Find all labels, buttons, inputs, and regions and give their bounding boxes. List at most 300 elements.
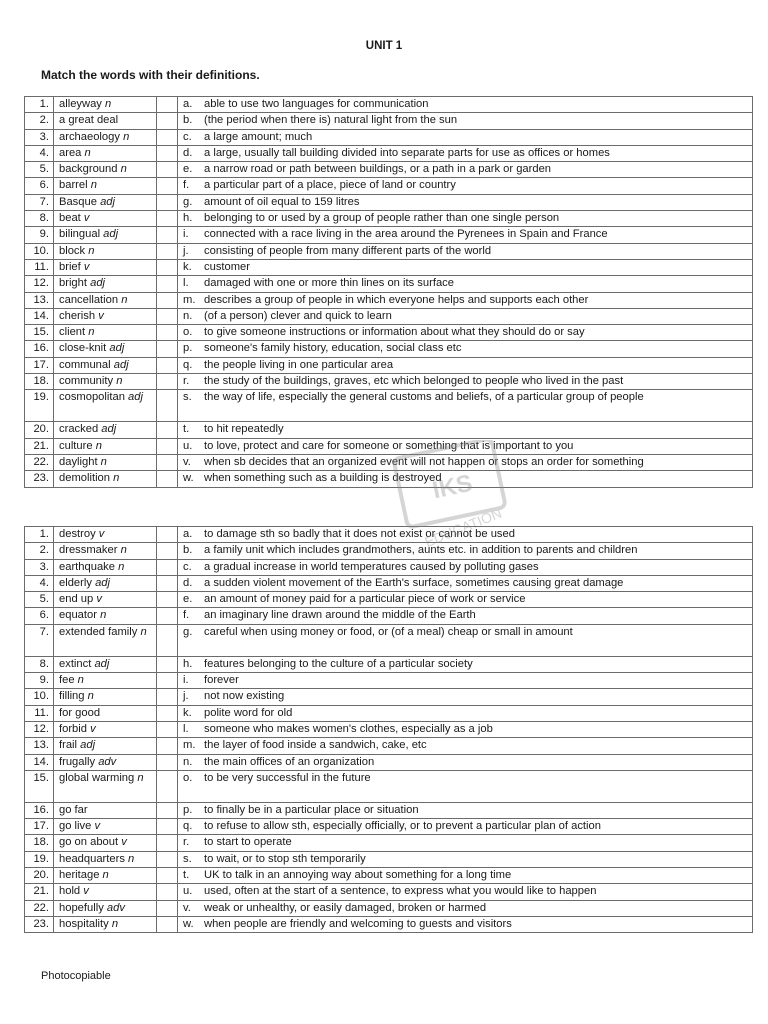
answer-box[interactable] bbox=[157, 113, 178, 129]
unit-title: UNIT 1 bbox=[365, 40, 403, 52]
table-row bbox=[25, 721, 753, 737]
part-of-speech: n bbox=[90, 179, 97, 192]
vocab-word-text: a great deal bbox=[59, 114, 119, 127]
answer-box[interactable] bbox=[157, 802, 178, 818]
answer-box[interactable] bbox=[157, 900, 178, 916]
part-of-speech: adj bbox=[90, 277, 106, 290]
vocab-word-text: elderly bbox=[59, 576, 92, 589]
vocab-word bbox=[54, 97, 157, 113]
vocab-word bbox=[54, 673, 157, 689]
part-of-speech: v bbox=[83, 212, 90, 225]
item-number: 16. bbox=[25, 802, 54, 818]
answer-box[interactable] bbox=[157, 575, 178, 591]
definition-letter: o. bbox=[183, 771, 193, 784]
part-of-speech: adj bbox=[80, 739, 96, 752]
definition bbox=[178, 438, 753, 454]
item-number: 9. bbox=[25, 227, 54, 243]
vocab-word-text: block bbox=[59, 244, 86, 257]
definition-text: amount of oil equal to 159 litres bbox=[204, 195, 360, 208]
vocab-word-text: hopefully bbox=[59, 901, 104, 914]
definition-letter: p. bbox=[183, 342, 193, 355]
vocab-word-text: close-knit bbox=[59, 342, 107, 355]
vocab-word bbox=[54, 276, 157, 292]
definition-letter: b. bbox=[183, 114, 193, 127]
table-row bbox=[25, 227, 753, 243]
definition-letter: c. bbox=[183, 130, 192, 143]
vocab-word-text: equator bbox=[59, 609, 97, 622]
part-of-speech: v bbox=[83, 260, 90, 273]
definition-letter: t. bbox=[183, 869, 190, 882]
definition bbox=[178, 705, 753, 721]
table-row bbox=[25, 471, 753, 487]
vocab-word bbox=[54, 113, 157, 129]
item-number: 21. bbox=[25, 438, 54, 454]
table-row bbox=[25, 689, 753, 705]
definition-letter: g. bbox=[183, 195, 193, 208]
vocab-word bbox=[54, 624, 157, 656]
definition-text: describes a group of people in which everyone helps and supports each other bbox=[204, 293, 589, 306]
definition bbox=[178, 543, 753, 559]
definition-text: when people are friendly and welcoming to guests and visitors bbox=[204, 917, 512, 930]
definition-letter: q. bbox=[183, 820, 193, 833]
definition-letter: u. bbox=[183, 885, 193, 898]
item-number: 15. bbox=[25, 325, 54, 341]
vocab-word-text: fee bbox=[59, 674, 75, 687]
answer-box[interactable] bbox=[157, 656, 178, 672]
table-row bbox=[25, 113, 753, 129]
definition-text: forever bbox=[204, 674, 239, 687]
part-of-speech: adj bbox=[94, 657, 110, 670]
answer-box[interactable] bbox=[157, 243, 178, 259]
definition-text: a narrow road or path between buildings, or a path in a park or garden bbox=[204, 163, 552, 176]
vocab-word-text: demolition bbox=[59, 472, 110, 485]
definition-letter: g. bbox=[183, 625, 193, 638]
item-number: 3. bbox=[25, 129, 54, 145]
vocab-word-text: daylight bbox=[59, 455, 98, 468]
part-of-speech: adj bbox=[109, 342, 125, 355]
part-of-speech: adv bbox=[106, 901, 125, 914]
vocab-word bbox=[54, 178, 157, 194]
definition-text: a family unit which includes grandmothers, aunts etc. in addition to parents and children bbox=[204, 544, 638, 557]
definition bbox=[178, 390, 753, 422]
table-row bbox=[25, 341, 753, 357]
part-of-speech: n bbox=[95, 439, 102, 452]
part-of-speech: adj bbox=[95, 576, 111, 589]
table-row bbox=[25, 916, 753, 932]
definition bbox=[178, 325, 753, 341]
vocab-word-text: heritage bbox=[59, 869, 100, 882]
answer-box[interactable] bbox=[157, 624, 178, 656]
definition-letter: h. bbox=[183, 657, 193, 670]
vocab-word bbox=[54, 422, 157, 438]
definition bbox=[178, 194, 753, 210]
answer-box[interactable] bbox=[157, 543, 178, 559]
part-of-speech: adj bbox=[103, 228, 119, 241]
table-row bbox=[25, 308, 753, 324]
table-row bbox=[25, 770, 753, 802]
vocab-word-text: headquarters bbox=[59, 852, 125, 865]
vocab-word bbox=[54, 916, 157, 932]
vocab-word-text: communal bbox=[59, 358, 111, 371]
definition-text: customer bbox=[204, 260, 251, 273]
vocab-word-text: go on about bbox=[59, 836, 119, 849]
definition-text: (the period when there is) natural light from the sun bbox=[204, 114, 458, 127]
answer-box[interactable] bbox=[157, 916, 178, 932]
vocab-word-text: cosmopolitan bbox=[59, 391, 125, 404]
definition bbox=[178, 851, 753, 867]
part-of-speech: adv bbox=[98, 755, 117, 768]
part-of-speech: n bbox=[137, 771, 144, 784]
definition-letter: i. bbox=[183, 674, 189, 687]
definition-text: weak or unhealthy, or easily damaged, broken or harmed bbox=[204, 901, 487, 914]
definition bbox=[178, 738, 753, 754]
definition-text: a large, usually tall building divided into separate parts for use as offices or homes bbox=[204, 146, 610, 159]
definition bbox=[178, 592, 753, 608]
item-number: 2. bbox=[25, 113, 54, 129]
definition bbox=[178, 227, 753, 243]
definition bbox=[178, 835, 753, 851]
definition bbox=[178, 178, 753, 194]
table-row bbox=[25, 276, 753, 292]
table-row bbox=[25, 656, 753, 672]
vocab-word bbox=[54, 243, 157, 259]
footer-note: Photocopiable bbox=[41, 970, 111, 982]
definition-letter: f. bbox=[183, 179, 190, 192]
item-number: 5. bbox=[25, 592, 54, 608]
definition bbox=[178, 770, 753, 802]
vocab-word bbox=[54, 471, 157, 487]
definition bbox=[178, 754, 753, 770]
part-of-speech: v bbox=[94, 820, 101, 833]
vocab-word bbox=[54, 754, 157, 770]
answer-box[interactable] bbox=[157, 211, 178, 227]
item-number: 6. bbox=[25, 608, 54, 624]
definition bbox=[178, 276, 753, 292]
vocab-word-text: brief bbox=[59, 260, 81, 273]
vocab-word-text: cracked bbox=[59, 423, 99, 436]
vocab-word-text: dressmaker bbox=[59, 544, 118, 557]
part-of-speech: n bbox=[100, 455, 107, 468]
answer-box[interactable] bbox=[157, 592, 178, 608]
answer-box[interactable] bbox=[157, 422, 178, 438]
answer-box[interactable] bbox=[157, 390, 178, 422]
item-number: 7. bbox=[25, 194, 54, 210]
definition-text: to love, protect and care for someone or something that is important to you bbox=[204, 439, 574, 452]
item-number: 20. bbox=[25, 422, 54, 438]
answer-box[interactable] bbox=[157, 292, 178, 308]
table-row bbox=[25, 374, 753, 390]
definition-text: (of a person) clever and quick to learn bbox=[204, 309, 392, 322]
vocab-word-text: client bbox=[59, 326, 86, 339]
item-number: 13. bbox=[25, 292, 54, 308]
answer-box[interactable] bbox=[157, 276, 178, 292]
definition bbox=[178, 357, 753, 373]
definition-text: careful when using money or food, or (of a meal) cheap or small in amount bbox=[204, 625, 573, 638]
vocab-word bbox=[54, 227, 157, 243]
instructions-heading: Match the words with their definitions. bbox=[41, 68, 260, 82]
definition bbox=[178, 819, 753, 835]
vocab-word bbox=[54, 721, 157, 737]
item-number: 11. bbox=[25, 705, 54, 721]
item-number: 17. bbox=[25, 819, 54, 835]
svg-text:IKS: IKS bbox=[430, 469, 475, 505]
vocab-word bbox=[54, 374, 157, 390]
item-number: 8. bbox=[25, 656, 54, 672]
definition-letter: w. bbox=[183, 917, 194, 930]
answer-box[interactable] bbox=[157, 341, 178, 357]
definition-text: a sudden violent movement of the Earth's surface, sometimes causing great damage bbox=[204, 576, 624, 589]
vocab-word bbox=[54, 438, 157, 454]
answer-box[interactable] bbox=[157, 325, 178, 341]
vocab-word bbox=[54, 259, 157, 275]
part-of-speech: n bbox=[123, 130, 130, 143]
vocab-word-text: frugally bbox=[59, 755, 96, 768]
part-of-speech: n bbox=[77, 674, 84, 687]
definition-letter: s. bbox=[183, 852, 192, 865]
answer-box[interactable] bbox=[157, 454, 178, 470]
answer-box[interactable] bbox=[157, 770, 178, 802]
item-number: 11. bbox=[25, 259, 54, 275]
answer-box[interactable] bbox=[157, 527, 178, 543]
vocab-word bbox=[54, 592, 157, 608]
vocab-word-text: community bbox=[59, 375, 114, 388]
vocab-word bbox=[54, 194, 157, 210]
definition bbox=[178, 113, 753, 129]
vocab-word bbox=[54, 819, 157, 835]
vocab-word bbox=[54, 543, 157, 559]
definition-text: a particular part of a place, piece of land or country bbox=[204, 179, 456, 192]
table-row bbox=[25, 129, 753, 145]
item-number: 23. bbox=[25, 916, 54, 932]
answer-box[interactable] bbox=[157, 227, 178, 243]
part-of-speech: n bbox=[128, 852, 135, 865]
table-row bbox=[25, 819, 753, 835]
item-number: 23. bbox=[25, 471, 54, 487]
definition-text: the people living in one particular area bbox=[204, 358, 394, 371]
item-number: 21. bbox=[25, 884, 54, 900]
table-row bbox=[25, 145, 753, 161]
definition-text: features belonging to the culture of a particular society bbox=[204, 657, 473, 670]
vocab-word bbox=[54, 162, 157, 178]
vocab-word bbox=[54, 559, 157, 575]
answer-box[interactable] bbox=[157, 471, 178, 487]
item-number: 10. bbox=[25, 689, 54, 705]
table-row bbox=[25, 738, 753, 754]
definition-letter: r. bbox=[183, 836, 190, 849]
definition-letter: t. bbox=[183, 423, 190, 436]
definition-text: to start to operate bbox=[204, 836, 292, 849]
definition-letter: a. bbox=[183, 528, 193, 540]
answer-box[interactable] bbox=[157, 835, 178, 851]
table-row bbox=[25, 527, 753, 543]
part-of-speech: n bbox=[121, 293, 128, 306]
answer-box[interactable] bbox=[157, 97, 178, 113]
table-row bbox=[25, 211, 753, 227]
definition-text: polite word for old bbox=[204, 706, 293, 719]
vocab-word-text: filling bbox=[59, 690, 85, 703]
definition-letter: s. bbox=[183, 391, 192, 404]
definition-letter: w. bbox=[183, 472, 194, 485]
vocab-word bbox=[54, 145, 157, 161]
table-row bbox=[25, 357, 753, 373]
table-row bbox=[25, 422, 753, 438]
definition-text: the main offices of an organization bbox=[204, 755, 375, 768]
part-of-speech: v bbox=[121, 836, 127, 849]
vocab-word bbox=[54, 689, 157, 705]
vocab-word-text: cherish bbox=[59, 309, 96, 322]
table-row bbox=[25, 162, 753, 178]
table-row bbox=[25, 673, 753, 689]
answer-box[interactable] bbox=[157, 689, 178, 705]
answer-box[interactable] bbox=[157, 129, 178, 145]
vocab-word bbox=[54, 770, 157, 802]
table-row bbox=[25, 454, 753, 470]
vocab-word bbox=[54, 851, 157, 867]
definition-letter: l. bbox=[183, 722, 189, 735]
answer-box[interactable] bbox=[157, 308, 178, 324]
table-row bbox=[25, 243, 753, 259]
definition-letter: d. bbox=[183, 146, 193, 159]
part-of-speech: n bbox=[118, 560, 125, 573]
answer-box[interactable] bbox=[157, 357, 178, 373]
definition bbox=[178, 802, 753, 818]
vocab-word bbox=[54, 900, 157, 916]
definition-text: the layer of food inside a sandwich, cake, etc bbox=[204, 739, 427, 752]
answer-box[interactable] bbox=[157, 673, 178, 689]
vocab-word bbox=[54, 656, 157, 672]
vocab-word-text: go live bbox=[59, 820, 92, 833]
vocab-word bbox=[54, 454, 157, 470]
part-of-speech: adj bbox=[113, 358, 129, 371]
definition-letter: e. bbox=[183, 593, 193, 606]
definition bbox=[178, 471, 753, 487]
table-row bbox=[25, 592, 753, 608]
table-row bbox=[25, 835, 753, 851]
vocab-word bbox=[54, 608, 157, 624]
item-number: 9. bbox=[25, 673, 54, 689]
definition-letter: l. bbox=[183, 277, 189, 290]
definition-text: to hit repeatedly bbox=[204, 423, 284, 436]
item-number: 10. bbox=[25, 243, 54, 259]
definition-text: the way of life, especially the general customs and beliefs, of a particular group of people bbox=[204, 391, 644, 404]
item-number: 1. bbox=[25, 97, 54, 113]
definition bbox=[178, 624, 753, 656]
part-of-speech: n bbox=[88, 244, 95, 257]
part-of-speech: n bbox=[111, 917, 119, 930]
part-of-speech: adj bbox=[100, 195, 115, 208]
definition-letter: h. bbox=[183, 212, 193, 225]
answer-box[interactable] bbox=[157, 721, 178, 737]
item-number: 4. bbox=[25, 145, 54, 161]
item-number: 7. bbox=[25, 624, 54, 656]
table-row bbox=[25, 868, 753, 884]
vocab-word-text: background bbox=[59, 163, 118, 176]
vocab-word-text: global warming bbox=[59, 771, 135, 784]
answer-box[interactable] bbox=[157, 819, 178, 835]
answer-box[interactable] bbox=[157, 162, 178, 178]
definition-text: consisting of people from many different parts of the world bbox=[204, 244, 492, 257]
table-row bbox=[25, 884, 753, 900]
answer-box[interactable] bbox=[157, 705, 178, 721]
definition-letter: j. bbox=[183, 244, 189, 257]
answer-box[interactable] bbox=[157, 374, 178, 390]
answer-box[interactable] bbox=[157, 259, 178, 275]
definition-letter: i. bbox=[183, 228, 189, 241]
definition bbox=[178, 721, 753, 737]
answer-box[interactable] bbox=[157, 851, 178, 867]
definition-text: a gradual increase in world temperatures caused by polluting gases bbox=[204, 560, 539, 573]
vocab-word bbox=[54, 292, 157, 308]
answer-box[interactable] bbox=[157, 608, 178, 624]
definition-letter: k. bbox=[183, 260, 192, 273]
part-of-speech: n bbox=[120, 544, 127, 557]
item-number: 12. bbox=[25, 276, 54, 292]
definition-letter: k. bbox=[183, 706, 192, 719]
table-row bbox=[25, 754, 753, 770]
answer-box[interactable] bbox=[157, 738, 178, 754]
definition-text: able to use two languages for communication bbox=[204, 98, 429, 110]
answer-box[interactable] bbox=[157, 178, 178, 194]
answer-box[interactable] bbox=[157, 754, 178, 770]
definition-text: when sb decides that an organized event will not happen or stops an order for something bbox=[204, 455, 644, 468]
vocab-word-text: cancellation bbox=[59, 293, 119, 306]
item-number: 13. bbox=[25, 738, 54, 754]
vocab-word bbox=[54, 575, 157, 591]
part-of-speech: n bbox=[87, 690, 94, 703]
definition-letter: m. bbox=[183, 293, 196, 306]
answer-box[interactable] bbox=[157, 559, 178, 575]
answer-box[interactable] bbox=[157, 194, 178, 210]
definition-text: to damage sth so badly that it does not exist or cannot be used bbox=[204, 528, 515, 540]
part-of-speech: n bbox=[120, 163, 127, 176]
answer-box[interactable] bbox=[157, 868, 178, 884]
definition-letter: a. bbox=[183, 98, 193, 110]
table-row bbox=[25, 900, 753, 916]
definition-letter: j. bbox=[183, 690, 189, 703]
part-of-speech: adj bbox=[128, 391, 143, 404]
part-of-speech: v bbox=[90, 722, 96, 735]
table-row bbox=[25, 438, 753, 454]
vocab-word-text: bright bbox=[59, 277, 87, 290]
table-row bbox=[25, 292, 753, 308]
definition bbox=[178, 374, 753, 390]
vocab-word-text: area bbox=[59, 146, 82, 159]
table-row bbox=[25, 559, 753, 575]
definition bbox=[178, 673, 753, 689]
matching-table-1 bbox=[24, 96, 753, 488]
definition-letter: c. bbox=[183, 560, 192, 573]
table-row bbox=[25, 624, 753, 656]
vocab-word-text: end up bbox=[59, 593, 94, 606]
vocab-word-text: Basque bbox=[59, 195, 97, 208]
definition bbox=[178, 292, 753, 308]
item-number: 14. bbox=[25, 308, 54, 324]
vocab-word-text: forbid bbox=[59, 722, 87, 735]
definition-letter: q. bbox=[183, 358, 193, 371]
definition-text: to wait, or to stop sth temporarily bbox=[204, 852, 366, 865]
answer-box[interactable] bbox=[157, 884, 178, 900]
vocab-word-text: frail bbox=[59, 739, 78, 752]
part-of-speech: adj bbox=[101, 423, 117, 436]
definition bbox=[178, 559, 753, 575]
answer-box[interactable] bbox=[157, 145, 178, 161]
svg-text:EDUCATION: EDUCATION bbox=[422, 504, 504, 550]
part-of-speech: n bbox=[88, 326, 95, 339]
answer-box[interactable] bbox=[157, 438, 178, 454]
definition-letter: p. bbox=[183, 803, 193, 816]
vocab-word bbox=[54, 325, 157, 341]
vocab-word-text: extinct bbox=[59, 657, 92, 670]
